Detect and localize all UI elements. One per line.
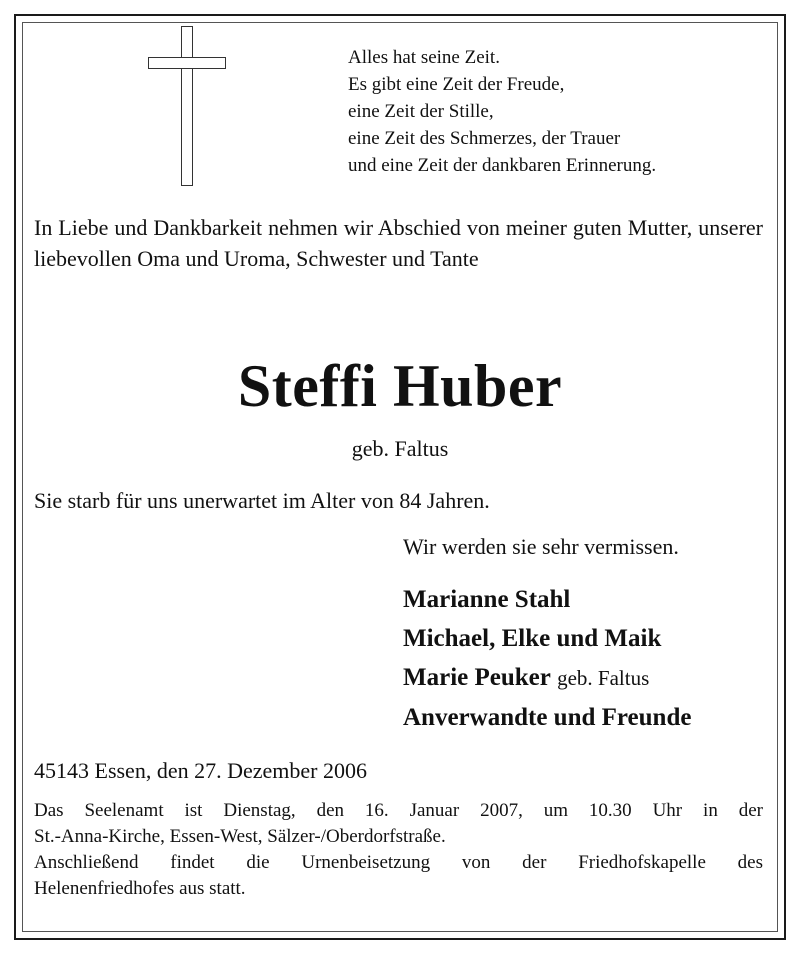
mourner-row xyxy=(403,698,691,737)
mourner-name: Marie Peuker xyxy=(403,664,551,691)
poem-line: Es gibt eine Zeit der Freude, xyxy=(348,74,565,95)
mourner-name: Anverwandte und Freunde xyxy=(403,704,692,731)
mourner-name: Marianne Stahl xyxy=(403,586,571,613)
service-line: Helenenfriedhofes aus statt. xyxy=(34,878,246,899)
service-line: St.-Anna-Kirche, Essen-West, Sälzer-/Oberdorfstraße. xyxy=(34,826,446,847)
mourner-row xyxy=(403,580,691,619)
deceased-name: Steffi Huber xyxy=(237,353,563,419)
poem-line: eine Zeit der Stille, xyxy=(348,101,494,122)
poem-line: und eine Zeit der dankbaren Erinnerung. xyxy=(348,155,657,176)
maiden-name: geb. Faltus xyxy=(351,436,449,461)
cross-icon xyxy=(148,26,228,188)
poem xyxy=(348,44,656,179)
miss-line: Wir werden sie sehr vermissen. xyxy=(403,534,679,559)
poem-line: eine Zeit des Schmerzes, der Trauer xyxy=(348,128,621,149)
service-line: Das Seelenamt ist Dienstag, den 16. Januar 2007, um 10.30 Uhr in der xyxy=(34,800,763,821)
mourner-name: Michael, Elke und Maik xyxy=(403,625,662,652)
mourner-maiden-name: geb. Faltus xyxy=(557,666,650,690)
intro-text: In Liebe und Dankbarkeit nehmen wir Abschied von meiner guten Mutter, unserer liebevollen Oma und Uroma, Schwester und Tante xyxy=(34,215,763,271)
service-info xyxy=(34,798,763,902)
poem-line: Alles hat seine Zeit. xyxy=(348,47,500,68)
mourner-row xyxy=(403,619,691,658)
mourners-list xyxy=(403,580,691,737)
service-line: Anschließend findet die Urnenbeisetzung von der Friedhofskapelle des xyxy=(34,852,763,873)
death-notice: Sie starb für uns unerwartet im Alter von 84 Jahren. xyxy=(34,488,490,513)
mourner-row xyxy=(403,658,691,698)
place-date: 45143 Essen, den 27. Dezember 2006 xyxy=(34,758,367,783)
